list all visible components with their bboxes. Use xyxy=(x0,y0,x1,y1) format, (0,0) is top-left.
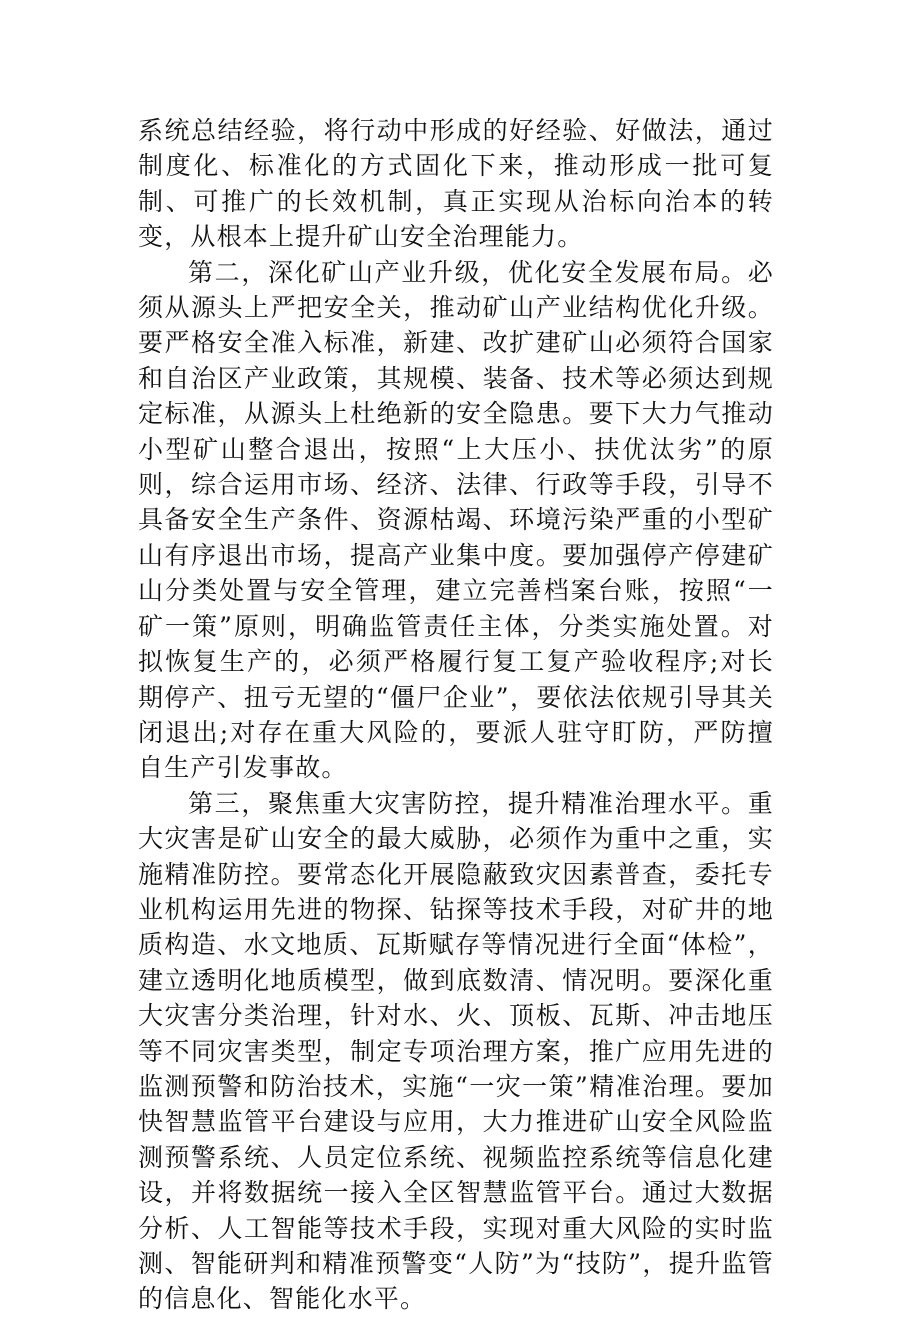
document-page xyxy=(138,113,774,1317)
paragraph-third-point: 第三，聚焦重大灾害防控，提升精准治理水平。重大灾害是矿山安全的最大威胁，必须作为重中之重，实施精准防控。要常态化开展隐蔽致灾因素普查，委托专业机构运用先进的物探、钻探等技术手段，对矿井的地质构造、水文地质、瓦斯赋存等情况进行全面“体检”，建立透明化地质模型，做到底数清、情况明。要深化重大灾害分类治理，针对水、火、顶板、瓦斯、冲击地压等不同灾害类型，制定专项治理方案，推广应用先进的监测预警和防治技术，实施“一灾一策”精准治理。要加快智慧监管平台建设与应用，大力推进矿山安全风险监测预警系统、人员定位系统、视频监控系统等信息化建设，并将数据统一接入全区智慧监管平台。通过大数据分析、人工智能等技术手段，实现对重大风险的实时监测、智能研判和精准预警变“人防”为“技防”，提升监管的信息化、智能化水平。 xyxy=(138,788,774,1314)
paragraph-continuation: 系统总结经验，将行动中形成的好经验、好做法，通过制度化、标准化的方式固化下来，推动形成一批可复制、可推广的长效机制，真正实现从治标向治本的转变，从根本上提升矿山安全治理能力。 xyxy=(138,116,774,252)
paragraph-second-point: 第二，深化矿山产业升级，优化安全发展布局。必须从源头上严把安全关，推动矿山产业结构优化升级。要严格安全准入标准，新建、改扩建矿山必须符合国家和自治区产业政策，其规模、装备、技术等必须达到规定标准，从源头上杜绝新的安全隐患。要下大力气推动小型矿山整合退出，按照“上大压小、扶优汰劣”的原则，综合运用市场、经济、法律、行政等手段，引导不具备安全生产条件、资源枯竭、环境污染严重的小型矿山有序退出市场，提高产业集中度。要加强停产停建矿山分类处置与安全管理，建立完善档案台账，按照“一矿一策”原则，明确监管责任主体，分类实施处置。对拟恢复生产的，必须严格履行复工复产验收程序;对长期停产、扭亏无望的“僵尸企业”，要依法依规引导其关闭退出;对存在重大风险的，要派人驻守盯防，严防擅自生产引发事故。 xyxy=(138,257,774,783)
